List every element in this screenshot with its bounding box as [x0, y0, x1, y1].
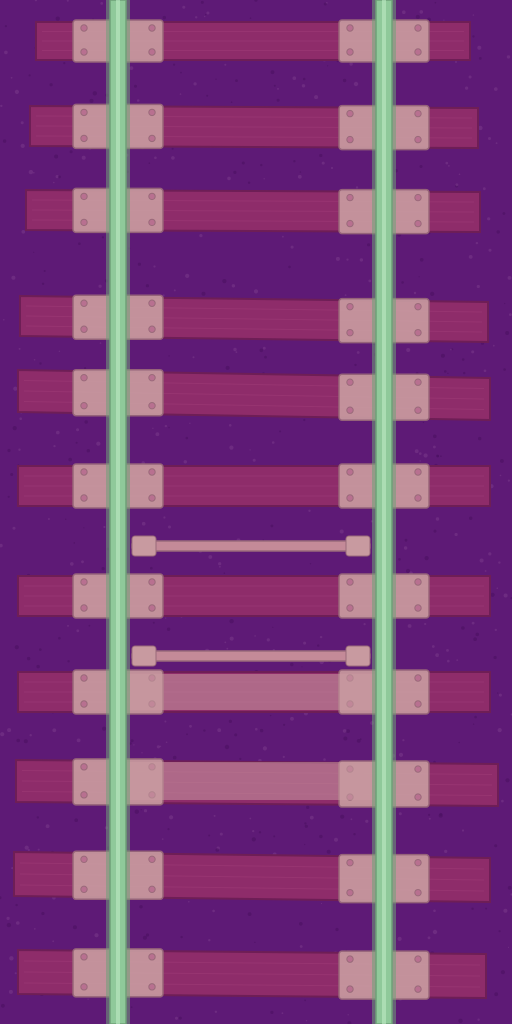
- bolt: [415, 49, 421, 55]
- bolt: [347, 136, 353, 142]
- bolt: [347, 495, 353, 501]
- bolt: [149, 886, 155, 892]
- bolt: [347, 49, 353, 55]
- bolt: [149, 193, 155, 199]
- bolt: [81, 954, 87, 960]
- sleeper-wear-2: [126, 762, 376, 800]
- bolt: [415, 701, 421, 707]
- rail-left: [106, 0, 130, 1024]
- sleeper-5: [18, 370, 490, 421]
- bolt: [347, 220, 353, 226]
- bolt: [149, 25, 155, 31]
- bolt: [347, 329, 353, 335]
- bolt: [415, 303, 421, 309]
- bolt: [415, 469, 421, 475]
- bolt: [149, 579, 155, 585]
- bolt: [81, 579, 87, 585]
- bolt: [81, 856, 87, 862]
- bolt: [415, 194, 421, 200]
- bolt: [149, 326, 155, 332]
- tie-bar-clamp-right: [346, 646, 370, 666]
- bolt: [149, 135, 155, 141]
- bolt: [347, 956, 353, 962]
- bolt: [81, 792, 87, 798]
- bolt: [415, 675, 421, 681]
- bolt: [347, 605, 353, 611]
- bolt: [415, 379, 421, 385]
- bolt: [149, 300, 155, 306]
- bolt: [415, 605, 421, 611]
- bolt: [81, 764, 87, 770]
- sleeper-7: [18, 574, 490, 618]
- bolt: [149, 856, 155, 862]
- sleeper-2: [30, 104, 478, 149]
- bolt: [149, 984, 155, 990]
- bolt: [149, 109, 155, 115]
- bolt: [81, 701, 87, 707]
- bolt: [81, 49, 87, 55]
- bolt: [149, 219, 155, 225]
- bolt: [347, 110, 353, 116]
- bolt: [347, 986, 353, 992]
- tie-bar-clamp-right: [346, 536, 370, 556]
- sleeper-10: [14, 851, 490, 902]
- bolt: [347, 25, 353, 31]
- bolt: [81, 135, 87, 141]
- tie-bar-clamp-left: [132, 536, 156, 556]
- bolt: [149, 374, 155, 380]
- bolt: [415, 859, 421, 865]
- bolt: [149, 495, 155, 501]
- bolt: [415, 136, 421, 142]
- bolt: [149, 402, 155, 408]
- bolt: [415, 495, 421, 501]
- bolt: [81, 109, 87, 115]
- bolt: [149, 469, 155, 475]
- bolt: [81, 402, 87, 408]
- tie-bar-clamp-left: [132, 646, 156, 666]
- bolt: [415, 579, 421, 585]
- sleeper-wear-1: [126, 674, 376, 710]
- bolt: [149, 605, 155, 611]
- bolt: [347, 407, 353, 413]
- bolt: [347, 579, 353, 585]
- bolt: [347, 889, 353, 895]
- bolt: [415, 889, 421, 895]
- bolt: [81, 469, 87, 475]
- bolt: [81, 300, 87, 306]
- sleeper-11: [18, 949, 486, 999]
- bolt: [81, 984, 87, 990]
- bolt: [347, 469, 353, 475]
- bolt: [415, 986, 421, 992]
- bolt: [81, 886, 87, 892]
- sleeper-3: [26, 188, 480, 233]
- bolt: [415, 329, 421, 335]
- rail-shine: [382, 0, 386, 1024]
- rail-right: [372, 0, 396, 1024]
- bolt: [149, 954, 155, 960]
- sleeper-4: [20, 295, 488, 342]
- bolt: [347, 303, 353, 309]
- bolt: [347, 859, 353, 865]
- bolt: [415, 766, 421, 772]
- bolt: [81, 219, 87, 225]
- tie-bar-rod: [132, 541, 370, 551]
- rail-shine: [116, 0, 120, 1024]
- bolt: [81, 326, 87, 332]
- bolt: [347, 379, 353, 385]
- bolt: [415, 407, 421, 413]
- bolt: [81, 193, 87, 199]
- bolt: [415, 25, 421, 31]
- bolt: [81, 25, 87, 31]
- tie-bar-rod: [132, 651, 370, 661]
- bolt: [415, 110, 421, 116]
- bolt: [415, 220, 421, 226]
- sleeper-1: [36, 20, 470, 62]
- bolt: [347, 194, 353, 200]
- bolt: [81, 675, 87, 681]
- bolt: [81, 605, 87, 611]
- bolt: [81, 374, 87, 380]
- bolt: [415, 794, 421, 800]
- sleeper-6: [18, 464, 490, 508]
- bolt: [149, 49, 155, 55]
- bolt: [415, 956, 421, 962]
- bolt: [81, 495, 87, 501]
